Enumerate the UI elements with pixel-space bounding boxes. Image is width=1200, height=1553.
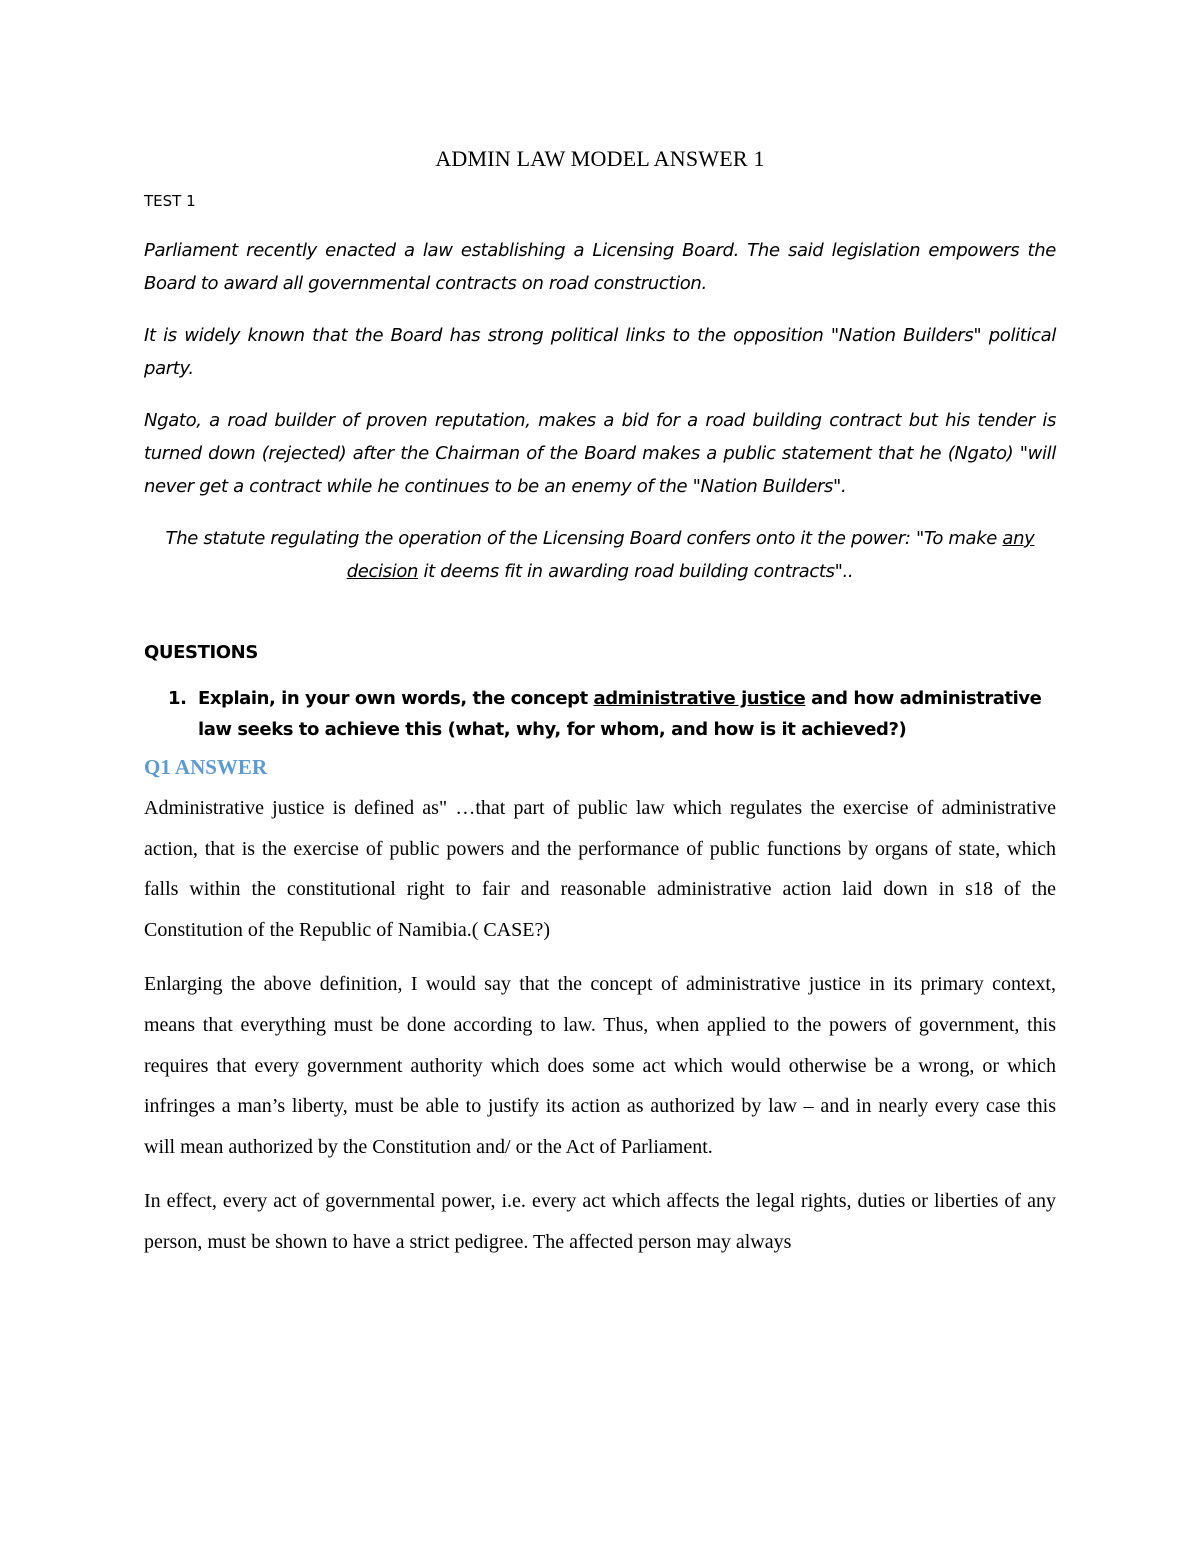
questions-heading: QUESTIONS — [144, 642, 258, 663]
answer-heading: Q1 ANSWER — [144, 755, 268, 779]
question-text: Explain, in your own words, the concept — [198, 688, 594, 709]
scenario-paragraph-2: It is widely known that the Board has strong political links to the opposition "Nation Builders" political party. — [144, 325, 1056, 379]
page-content — [144, 146, 1056, 1277]
test-label: TEST 1 — [144, 192, 196, 210]
scenario-p4-text: The statute regulating the operation of the Licensing Board confers onto it the power: "To make — [165, 528, 1003, 549]
scenario-paragraph-3: Ngato, a road builder of proven reputation, makes a bid for a road building contract but his tender is turned down (rejected) after the Chairman of the Board makes a public statement that he (Ngato) "will never get a contract while he continues to be an enemy of the "Nation Builders". — [144, 410, 1056, 497]
question-list — [144, 683, 1056, 745]
scenario-p4-underlined: any decision — [346, 528, 1035, 582]
scenario-paragraph-4 — [144, 522, 1056, 588]
question-text-end: and how administrative law seeks to achieve this (what, why, for whom, and how is it achieved?) — [198, 688, 1042, 740]
question-number: 1. — [168, 688, 187, 709]
scenario-p4-text-end: it deems fit in awarding road building contracts".. — [418, 561, 854, 582]
scenario-paragraph-1: Parliament recently enacted a law establishing a Licensing Board. The said legislation empowers the Board to award all governmental contracts on road construction. — [144, 240, 1056, 294]
answer-paragraph-3: In effect, every act of governmental power, i.e. every act which affects the legal rights, duties or liberties of any person, must be shown to have a strict pedigree. The affected person may always — [144, 1190, 1056, 1253]
document-title: ADMIN LAW MODEL ANSWER 1 — [435, 146, 765, 171]
question-item — [144, 683, 1056, 745]
answer-paragraph-2: Enlarging the above definition, I would say that the concept of administrative justice in its primary context, means that everything must be done according to law. Thus, when applied to the powers of government, this requires that every government authority which does some act which would otherwise be a wrong, or which infringes a man’s liberty, must be able to justify its action as authorized by law – and in nearly every case this will mean authorized by the Constitution and/ or the Act of Parliament. — [144, 973, 1056, 1158]
answer-paragraph-1: Administrative justice is defined as" …that part of public law which regulates the exercise of administrative action, that is the exercise of public powers and the performance of public functions by organs of state, which falls within the constitutional right to fair and reasonable administrative action laid down in s18 of the Constitution of the Republic of Namibia.( CASE?) — [144, 797, 1056, 941]
question-underlined-term: administrative justice — [593, 688, 806, 709]
